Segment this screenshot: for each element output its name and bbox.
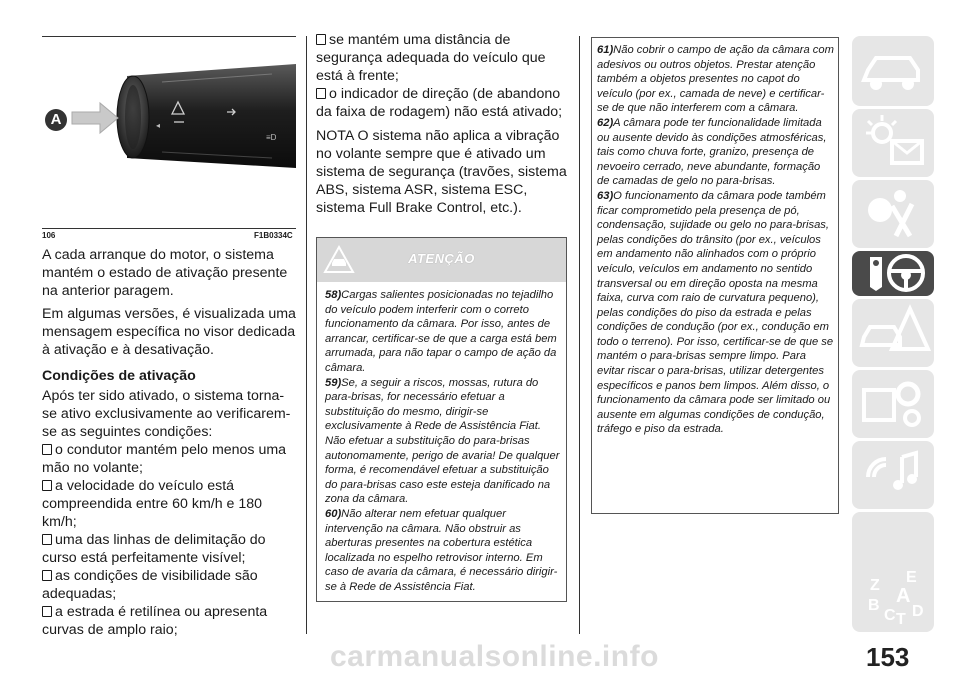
emergency-triangle-icon [852,299,934,367]
maintenance-gears-icon [852,370,934,438]
note-59: 59)Se, a seguir a riscos, mossas, rutura do para-brisas, for necessário efetuar a substituição do mesmo, dirigir-se exclusivamente à Rede de Assistência Fiat. Não efetuar a substituição do para-brisas autonomamente, perigo de avaria! De qualquer forma, é recomendável efetuar a substituição do para-brisas caso este esteja danificado na zona da câmara. [325,376,560,506]
checkbox-bullet-icon [42,570,52,581]
figure-stalk-image [42,40,296,218]
warning-notes [317,282,566,594]
sidebar-tab-maintenance[interactable] [852,370,934,438]
index-letter: D [912,603,924,620]
checkbox-bullet-icon [42,534,52,545]
page-number: 153 [866,642,910,672]
airbag-seatbelt-icon [852,180,934,248]
sidebar-tab-car[interactable] [852,36,934,106]
figure-number: 106 [42,231,56,240]
column-divider-1 [306,36,307,634]
sidebar-tab-starting-driving[interactable] [852,251,934,296]
index-letter: A [896,585,911,607]
index-letter: C [884,607,896,624]
note-61: 61)Não cobrir o campo de ação da câmara com adesivos ou outros objetos. Prestar atenção também a objetos presentes no capot do veículo (por ex., camada de neve) e certificar-se de que não interferem com a câmara. [597,44,834,115]
column-2 [316,31,570,217]
key-steering-wheel-icon [852,251,934,296]
alphabetical-index-icon [852,512,934,632]
figure-code: F1B0334C [254,231,293,240]
sidebar-tab-safety[interactable] [852,180,934,248]
svg-text:≡D: ≡D [266,133,277,142]
bullet-item: uma das linhas de delimitação do curso está perfeitamente visível; [42,532,266,566]
warning-title: ATENÇÃO [408,251,475,266]
watermark-text: carmanualsonline.info [330,640,659,673]
note-60: 60)Não alterar nem efetuar qualquer intervenção na câmara. Não obstruir as aberturas presentes na cobertura estética localizada no espelho retrovisor interno. Em caso de avaria da câmara, é necessário dirigir-se à Rede de Assistência Fiat. [325,507,558,593]
bullet-item: o indicador de direção (de abandono da faixa de rodagem) não está ativado; [316,86,563,120]
paragraph-arranque: A cada arranque do motor, o sistema mantém o estado de ativação presente na anterior paragem. [42,247,288,299]
checkbox-bullet-icon [316,34,326,45]
top-rule [42,36,296,37]
column-divider-2 [579,36,580,634]
sidebar-tab-emergency[interactable] [852,299,934,367]
column-1 [42,246,298,639]
note-62: 62)A câmara pode ter funcionalidade limitada ou ausente devido às condições atmosféricas, tais como chuva forte, granizo, presença de nevoeiro cerrado, neve abundante, formação de camadas de gelo no para-brisas. [597,116,827,188]
warning-light-envelope-icon [852,109,934,177]
svg-text:◂: ◂ [156,121,161,130]
stalk-illustration [42,40,296,218]
checkbox-bullet-icon [42,444,52,455]
bullet-item: a estrada é retilínea ou apresenta curvas de amplo raio; [42,604,268,638]
checkbox-bullet-icon [42,606,52,617]
multimedia-signal-music-icon [852,441,934,509]
index-letter: T [896,611,906,628]
bullet-item: as condições de visibilidade são adequadas; [42,568,258,602]
sidebar-tab-index[interactable] [852,512,934,632]
warning-box [316,237,567,602]
warning-header [317,238,566,282]
bullet-item: se mantém uma distância de segurança adequada do veículo que está à frente; [316,32,546,84]
index-letter: E [906,569,917,586]
checkbox-bullet-icon [42,480,52,491]
note-58: 58)Cargas salientes posicionadas no tejadilho do veículo podem interferir com o correto funcionamento da câmara. Por isso, antes de arrancar, certificar-se de que a carga está bem arrumada, para não tapar o campo de ação da câmara. [325,289,557,374]
figure-callout-A: A [45,109,67,131]
nota-paragraph: NOTA O sistema não aplica a vibração no volante sempre que é ativado um sistema de segurança (travões, sistema ABS, sistema ASR, sistema ESC, sistema Full Brake Control, etc.). [316,128,567,216]
figure-rule [42,228,296,229]
sidebar-tab-warning-lights[interactable] [852,109,934,177]
paragraph-apos: Após ter sido ativado, o sistema torna-se ativo exclusivamente ao verificarem-se as seguintes condições: [42,388,291,440]
bullet-item: a velocidade do veículo está compreendida entre 60 km/h e 180 km/h; [42,478,263,530]
notes-box [591,37,839,514]
checkbox-bullet-icon [316,88,326,99]
paragraph-versoes: Em algumas versões, é visualizada uma mensagem específica no visor dedicada à ativação e à desativação. [42,306,296,358]
sidebar-tab-multimedia[interactable] [852,441,934,509]
note-63: 63)O funcionamento da câmara pode também ficar comprometido pela presença de pó, condensação, sujidade ou gelo no para-brisas, pelas condições do trânsito (por ex., veículos em andamento não alinhados com o próprio veículo, veículos em andamento no sentido transversal ou em direção oposta na mesma faixa, curva com raio de curvatura pequeno), pelas condições do piso da estrada e pelas condições de condução (por ex., condução em todo o terreno). Por isso, certificar-se de que se mantém o para-brisas sempre limpo. Para evitar riscar o para-brisas, utilizar detergentes específicos e panos bem limpos. Além disso, o funcionamento da câmara pode ser limitado ou ausente em algumas condições de condução, tráfego e piso da estrada. [597,189,834,436]
car-icon [852,36,934,106]
index-letter: Z [870,577,880,594]
index-letter: B [868,597,880,614]
heading-condicoes: Condições de ativação [42,368,196,384]
bullet-item: o condutor mantém pelo menos uma mão no volante; [42,442,287,476]
